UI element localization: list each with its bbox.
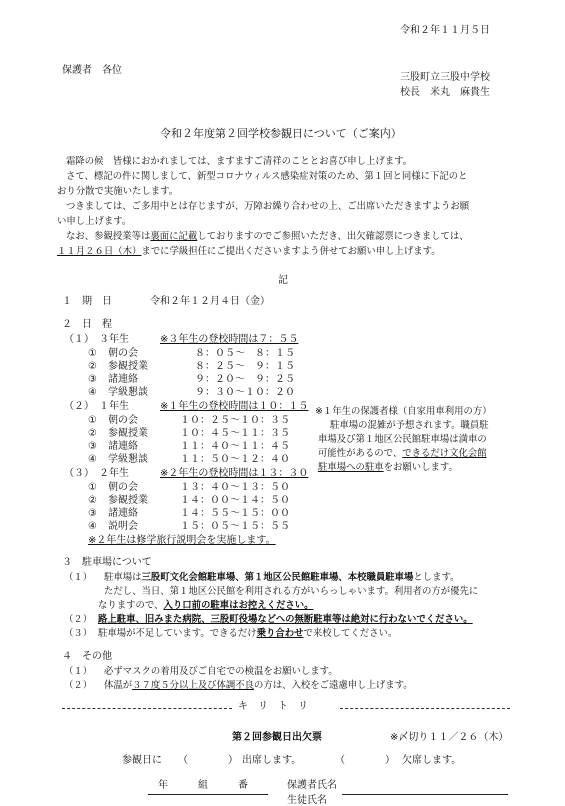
- item-time: １５：０５～１５：５５: [180, 521, 290, 532]
- item-number: （１）: [64, 572, 93, 583]
- school-name: 三股町立三股中学校: [400, 72, 490, 83]
- item-number: ③: [88, 441, 97, 452]
- submission-deadline: １１月２６日（木）: [57, 246, 142, 257]
- item-number: ②: [88, 495, 97, 506]
- schedule-group-label: （１） ３年生: [64, 334, 129, 345]
- parking-item-3: 駐車場が不足しています。できるだけ乗り合わせで来校してください。: [98, 628, 398, 639]
- item-number: ①: [88, 482, 97, 493]
- item-time: １４：００～１４：５０: [180, 495, 290, 506]
- item-name: 学級懇談: [108, 387, 148, 398]
- item-name: 朝の会: [108, 482, 138, 493]
- other-heading: ４ その他: [62, 651, 112, 662]
- guardian-name-label: 保護者氏名: [287, 780, 337, 791]
- other-item-2: 体温が３７度５分以上及び体調不良の方は、入校をご遠慮申し上げます。: [104, 680, 413, 691]
- schedule-group-label: （３） ２年生: [64, 468, 129, 479]
- body-para-2a: さて、標記の件に関しまして、新型コロナウィルス感染症対策のため、第１回と同様に下記のと: [66, 171, 468, 182]
- schedule-group-label: （２） １年生: [64, 401, 129, 412]
- item-number: （２）: [64, 680, 93, 691]
- form-title: 第２回参観日出欠票: [232, 732, 322, 743]
- absent-label: 欠席します。: [402, 755, 462, 766]
- side-note-line: 車場及び第１地区公民館駐車場は満車の: [318, 434, 487, 445]
- page-title: 令和２年度第２回学校参観日について（ご案内）: [160, 127, 402, 140]
- form-deadline: ※〆切り１１／２６（木）: [390, 732, 509, 743]
- item-name: 参観授業: [108, 495, 148, 506]
- item-number: （３）: [64, 628, 93, 639]
- item-name: 参観授業: [108, 428, 148, 439]
- parking-item-1c: なりますので、入り口前の駐車はお控えください。: [98, 600, 314, 611]
- schedule-heading: ２ 日 程: [62, 319, 112, 330]
- item-time: １４：５５～１５：００: [180, 508, 290, 519]
- item-name: 朝の会: [108, 348, 138, 359]
- item-number: ④: [88, 387, 97, 398]
- item-number: ③: [88, 508, 97, 519]
- item-name: 諸連絡: [108, 441, 138, 452]
- item-number: （１）: [64, 666, 93, 677]
- item-name: 諸連絡: [108, 508, 138, 519]
- side-note-line: 駐車場の混雑が予想されます。職員駐: [330, 420, 489, 431]
- item-time: １１：４０～１１：４５: [180, 441, 290, 452]
- body-para-3b: い申し上げます。: [57, 216, 132, 227]
- body-para-4a: なお、参観授業等は裏面に記載しておりますのでご参照いただき、出欠確認票につきましては、: [66, 231, 469, 242]
- item-name: 参観授業: [108, 361, 148, 372]
- parking-item-1b: ただし、当日、第１地区公民館を利用される方がいらっしゃいます。利用者の方が優先に: [104, 586, 479, 597]
- arrival-time-note: ※１年生の登校時間は１０：１５: [160, 401, 309, 412]
- parking-item-2: 路上駐車、旧みまた病院、三股町役場などへの無断駐車等は絶対に行わないでください。: [98, 614, 473, 625]
- reverse-side-note: 裏面に記載: [150, 231, 198, 242]
- parking-heading: ３ 駐車場について: [62, 557, 152, 568]
- body-para-4b: １１月２６日（木）までに学級担任にご提出くださいますよう併せてお願い申し上げます。: [57, 246, 441, 257]
- item-name: 朝の会: [108, 415, 138, 426]
- arrival-time-note: ※２年生の登校時間は１３：３０: [160, 468, 309, 479]
- item-time: ８：０５～ ８：１５: [195, 348, 295, 359]
- schedule-footnote: ※２年生は修学旅行説明会を実施します。: [88, 535, 276, 546]
- item-number: ②: [88, 428, 97, 439]
- body-para-3a: つきましては、ご多用中とは存じますが、万障お繰り合わせの上、ご出席いただきますようお願: [66, 201, 470, 212]
- item-number: ④: [88, 521, 97, 532]
- arrival-time-note: ※３年生の登校時間は７：５５: [160, 334, 299, 345]
- body-para-2b: おり分散で実施いたします。: [57, 186, 179, 197]
- cut-line-left: [62, 708, 232, 709]
- class-underline: [148, 794, 268, 795]
- other-item-1: 必ずマスクの着用及びご自宅での検温をお願いします。: [104, 666, 338, 677]
- class-number-field[interactable]: 年 組 番: [158, 780, 248, 791]
- item-time: ８：２５～ ９：１５: [195, 361, 295, 372]
- item-number: （２）: [64, 614, 93, 625]
- ki-heading: 記: [278, 275, 288, 286]
- guardian-name-field[interactable]: [342, 794, 508, 795]
- absent-checkbox[interactable]: （ ）: [335, 755, 395, 766]
- sankanbi-label: 参観日に: [122, 755, 162, 766]
- item-number: ①: [88, 415, 97, 426]
- item-name: 諸連絡: [108, 374, 138, 385]
- item-number: ①: [88, 348, 97, 359]
- item-time: １１：５０～１２：４０: [180, 454, 290, 465]
- item-number: ③: [88, 374, 97, 385]
- item-time: １３：４０～１３：５０: [180, 482, 290, 493]
- item-time: １０：２５～１０：３５: [180, 415, 290, 426]
- side-note-line: 可能性があるので、できるだけ文化会館: [318, 448, 487, 459]
- parking-item-1: 駐車場は三股町文化会館駐車場、第１地区公民館駐車場、本校職員駐車場とします。: [104, 572, 460, 583]
- item-name: 学級懇談: [108, 454, 148, 465]
- side-note-line: 駐車場への駐車をお願いします。: [318, 462, 458, 473]
- body-para-1: 霜降の候 皆様におかれましては、ますますご清祥のこととお喜び申し上げます。: [66, 156, 413, 167]
- item-name: 説明会: [108, 521, 138, 532]
- item-time: ９：２０～ ９：２５: [195, 374, 295, 385]
- item-number: ④: [88, 454, 97, 465]
- item-number: ②: [88, 361, 97, 372]
- student-name-label: 生徒氏名: [287, 795, 327, 806]
- principal-name: 校長 米丸 麻貴生: [400, 87, 490, 98]
- addressee: 保護者 各位: [62, 65, 122, 76]
- date-value: 令和２年１２月４日（金）: [150, 296, 270, 307]
- attend-checkbox[interactable]: （ ）: [178, 755, 238, 766]
- date-label: １ 期 日: [62, 296, 112, 307]
- issue-date: 令和２年１１月５日: [400, 25, 490, 36]
- attend-label: 出席します。: [242, 755, 302, 766]
- cut-label: キ リ ト リ: [238, 701, 308, 712]
- cut-line-right: [340, 708, 510, 709]
- item-time: ９：３０～１０：２０: [195, 387, 295, 398]
- side-note-line: ※１年生の保護者様（自家用車利用の方）: [315, 406, 492, 417]
- item-time: １０：４５～１１：３５: [180, 428, 290, 439]
